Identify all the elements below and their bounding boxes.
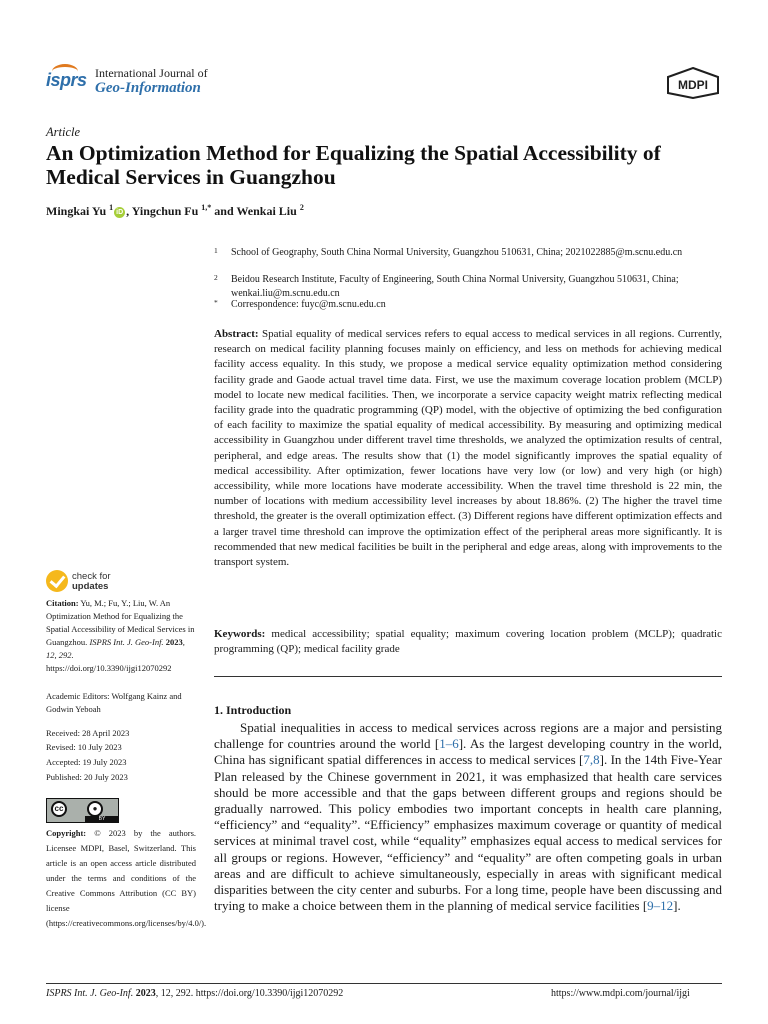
mdpi-logo[interactable] [666,67,720,99]
copyright-notice [46,826,207,931]
keywords-text: medical accessibility; spatial equality; maximum covering location problem (MCLP); quadratic programming (QP); medical facility grade [214,628,722,656]
and-word: and [214,204,234,218]
correspondence-text[interactable]: Correspondence: fuyc@m.scnu.edu.cn [231,299,386,310]
divider [214,676,722,677]
citation-journal: ISPRS Int. J. Geo-Inf. [89,637,164,647]
author-name[interactable]: Yingchun Fu [131,204,199,218]
keywords [214,627,722,657]
affiliation-number: 2 [214,273,218,282]
check-for-updates-button[interactable] [46,568,166,594]
author-affil-sup: 1, [201,203,208,212]
abstract-text: Spatial equality of medical services refers to equal access to medical services in all regions. Currently, research on medical facility planning focuses mainly on efficiency, and less on methods for achieving medical facility access equality. In this study, we propose a medical service equality optimization method considering facility grade and Gaode actual travel time data. First, we use the maximum coverage location problem (MCLP) model to locate new medical facilities. Then, we incorporate a service capacity weight matrix reflecting medical facility grade into the quadratic programming (QP) model, with the objective of optimizing the bed configuration of each facility to maximize the spatial equality of medical accessibility. By measuring and optimizing medical accessibility in Guangzhou under different travel time thresholds, we analyzed the optimization results of central, peripheral, and edge areas. The results show that (1) the model significantly improves the spatial equality of medical accessibility. After optimization, fewer locations have very low (or low) and very high (or high) accessibility, while more locations have moderate accessibility. When the travel time threshold is 22 min, the number of locations with medium accessibility level increases by about 18.86%. (2) The higher the travel time threshold, the greater is the overall optimization effect. (3) Different regions have different optimization effects and a larger travel time threshold can improve the optimization effect of the peripheral areas more significantly. It is recommended that new medical facilities be built in the peripheral and edge areas, along with improvements to the transport system. [214,328,723,569]
author-name[interactable]: Wenkai Liu [236,204,297,218]
article-type: Article [46,125,81,139]
published-date: Published: 20 July 2023 [46,772,128,782]
affiliation-text: School of Geography, South China Normal University, Guangzhou 510631, China; 2021022885@m.scnu.edu.cn [231,247,683,258]
journal-logo[interactable] [46,64,246,100]
intro-text: ]. As the largest developing country in the world, China has significant spatial differences in access to medical services [ [214,736,722,768]
affiliation-number: * [214,298,218,307]
intro-text: Spatial inequalities in access to medical services across regions are a major and persisting challenge for countries around the world [ [214,720,722,752]
citation-block [46,597,196,675]
citation-text: Yu, M.; Fu, Y.; Liu, W. An Optimization Method for Equalizing the Spatial Accessibility of Medical Services in Guangzhou. [46,598,195,647]
academic-editors: Academic Editors: Wolfgang Kainz and Godwin Yeboah [46,691,182,714]
author-affil-sup: 2 [299,203,304,212]
footer-divider [46,983,722,984]
isprs-wordmark: isprs [46,70,87,90]
citation-volume: , 12, 292. [46,637,185,660]
page-title: An Optimization Method for Equalizing the Spatial Accessibility of Medical Services in Guangzhou [46,141,661,189]
footer-journal-url[interactable]: https://www.mdpi.com/journal/ijgi [551,988,690,999]
intro-text: ]. In the 14th Five-Year Plan released by the Chinese government in 2021, it was emphasized that health care services should be more accessible and that the gaps between different groups and regions should be gradually narrowed. This policy embodies two important concepts in health care planning, “efficiency” and “equality”. “Efficiency” emphasizes maximum coverage or quantity of medical services at minimal travel cost, while “equality” emphasizes equal access to medical services for all groups or regions. However, “efficiency” and “equality” are often competing goals in urban areas and are difficult to achieve simultaneously, especially in areas with significant medical disparities between the city center and suburbs. For a long time, people have been discussing and trying to make a choice between them in the planning of medical service facilities [ [214,752,722,914]
citation-year: 2023 [165,637,183,647]
check-updates-icon [46,570,68,592]
abstract-label: Abstract: [214,328,259,340]
footer-year: 2023 [135,988,156,999]
footer-journal: ISPRS Int. J. Geo-Inf. [46,988,134,999]
cc-by-license-badge[interactable] [46,798,119,823]
intro-text: ]. [673,898,681,914]
journal-name-line1: International Journal of [95,66,208,80]
author-list: Mingkai Yu $^1$iD , Yingchun Fu $^{1,*}$ and Wenkai Liu $^2$ [46,203,304,218]
cc-icon: cc [51,801,67,817]
keywords-label: Keywords: [214,628,266,640]
footer-doi[interactable]: , 12, 292. https://doi.org/10.3390/ijgi12070292 [155,988,344,999]
orcid-icon[interactable]: iD [116,209,124,216]
revised-date: Revised: 10 July 2023 [46,742,122,752]
check-updates-line2: updates [72,581,109,592]
affiliation-number: 1 [214,246,218,255]
footer-citation [46,988,343,999]
check-updates-line1: check for [72,571,111,582]
accepted-date: Accepted: 19 July 2023 [46,757,127,767]
reference-link[interactable]: 1–6 [439,736,459,752]
mdpi-logo-text: MDPI [678,78,708,92]
intro-paragraph [214,720,722,914]
abstract [214,327,722,570]
copyright-label: Copyright: [46,828,87,838]
author-affil-sup: 1 [109,203,114,212]
attribution-person-icon: ● [87,801,103,817]
received-date: Received: 28 April 2023 [46,728,130,738]
citation-label: Citation: [46,598,79,608]
by-label: BY [85,816,119,822]
corresponding-star: * [207,203,212,212]
reference-link[interactable]: 7,8 [583,752,600,768]
affiliation-text: Beidou Research Institute, Faculty of Engineering, South China Normal University, Guangzhou 510631, China; wenkai.liu@m.scnu.edu.cn [231,274,679,299]
journal-name-line2: Geo-Information [95,80,201,96]
copyright-text: © 2023 by the authors. Licensee MDPI, Basel, Switzerland. This article is an open access article distributed under the terms and conditions of the Creative Commons Attribution (CC BY) license (https://creativecommons.org/licenses/by/4.0/). [46,828,207,928]
reference-link[interactable]: 9–12 [647,898,674,914]
citation-doi[interactable]: https://doi.org/10.3390/ijgi12070292 [46,663,172,673]
section-heading: 1. Introduction [214,703,292,717]
author-name[interactable]: Mingkai Yu [46,204,107,218]
